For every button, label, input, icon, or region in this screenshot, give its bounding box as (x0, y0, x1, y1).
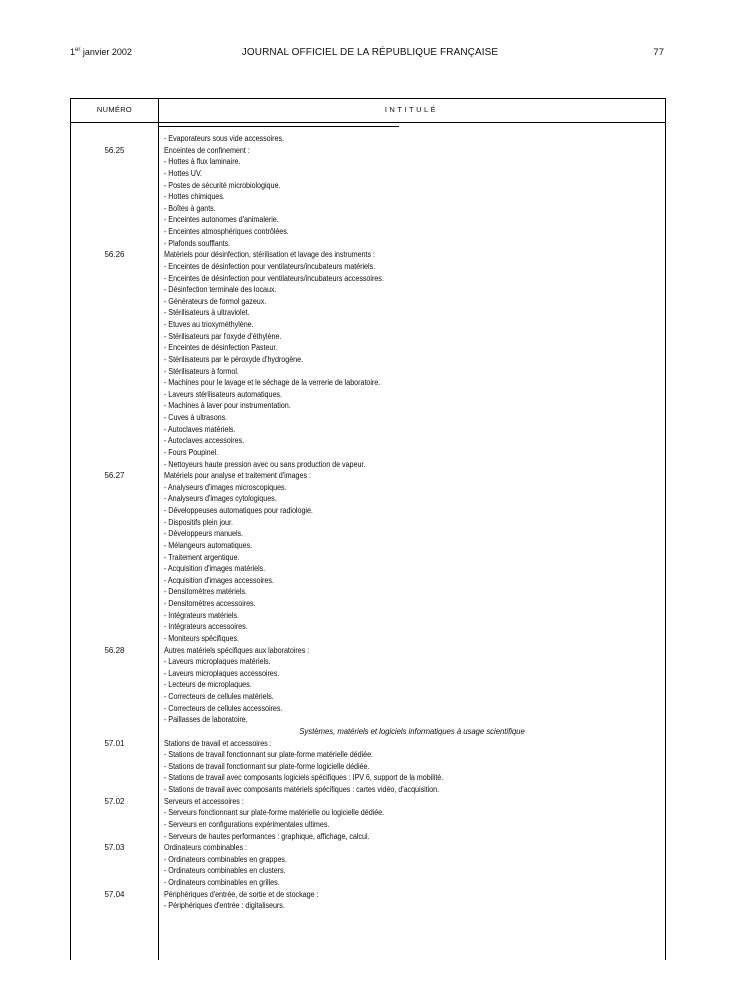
row-text: - Stations de travail avec composants logiciels spécifiques : IPV 6, support de la mobilité. (164, 773, 444, 783)
row-text: - Autoclaves accessoires. (164, 436, 245, 446)
row-text: - Fours Poupinel. (164, 447, 219, 457)
row-text: - Stations de travail avec composants matériels spécifiques : cartes vidéo, d'acquisition. (164, 785, 440, 794)
row-text: - Mélangeurs automatiques. (164, 540, 253, 550)
table-row (71, 331, 665, 343)
table-row (71, 738, 665, 750)
table-row (71, 528, 665, 540)
column-header-intitule: INTITULÉ (384, 105, 439, 114)
row-text: - Intégrateurs matériels. (164, 610, 239, 620)
table-row (71, 156, 665, 168)
table-row (71, 412, 665, 424)
row-text: - Enceintes atmosphériques contrôlées. (164, 227, 289, 236)
table-row (71, 714, 665, 726)
journal-title: JOURNAL OFFICIEL DE LA RÉPUBLIQUE FRANÇAISE (241, 47, 499, 58)
row-text: - Ordinateurs combinables en clusters. (164, 866, 286, 876)
row-number: 56.28 (104, 645, 125, 655)
table-row (71, 656, 665, 668)
table-body (71, 133, 665, 912)
table-row (71, 482, 665, 494)
row-text: - Hottes UV. (164, 168, 203, 178)
date-day: 1 (70, 47, 76, 57)
row-text: - Acquisition d'images accessoires. (164, 575, 274, 585)
table-row (71, 145, 665, 157)
row-text: Stations de travail et accessoires : (164, 738, 272, 748)
table-row (71, 191, 665, 203)
row-text: - Boîtes à gants. (164, 203, 216, 213)
row-text: - Plafonds soufflants. (164, 238, 231, 248)
table-row (71, 377, 665, 389)
table-row (71, 645, 665, 657)
table-row (71, 865, 665, 877)
row-text: - Traitement argentique. (164, 552, 240, 562)
table-row (71, 784, 665, 796)
row-text: - Hottes chimiques. (164, 192, 225, 202)
row-text: - Développeurs manuels. (164, 529, 244, 539)
section-heading-row (71, 726, 665, 738)
row-text: - Serveurs fonctionnant sur plate-forme matérielle ou logicielle dédiée. (164, 808, 385, 818)
table-row (71, 819, 665, 831)
row-text: - Désinfection terminale des locaux. (164, 285, 277, 295)
table-row (71, 679, 665, 691)
table-row (71, 598, 665, 610)
column-header-numero: NUMÉRO (96, 105, 133, 114)
row-text: - Autoclaves matériels. (164, 424, 236, 434)
row-text: Autres matériels spécifiques aux laboratoires : (164, 645, 310, 655)
table-row (71, 459, 665, 471)
row-text: - Dispositifs plein jour. (164, 517, 233, 527)
table-row (71, 831, 665, 843)
table-row (71, 575, 665, 587)
table-row (71, 389, 665, 401)
row-text: - Stérilisateurs à ultraviolet. (164, 308, 250, 318)
row-text: - Enceintes de désinfection pour ventilateurs/incubateurs accessoires. (164, 273, 384, 283)
table-row (71, 226, 665, 238)
row-number: 56.26 (104, 250, 125, 260)
page-header (70, 47, 670, 61)
table-row (71, 877, 665, 889)
table-row (71, 180, 665, 192)
table-row (71, 703, 665, 715)
row-text: - Analyseurs d'images microscopiques. (164, 482, 287, 492)
row-text: - Analyseurs d'images cytologiques. (164, 494, 277, 504)
table-row (71, 133, 665, 145)
row-text: - Densitomètres matériels. (164, 587, 247, 597)
table-row (71, 307, 665, 319)
table-row (71, 470, 665, 482)
table-row (71, 517, 665, 529)
row-text: Serveurs et accessoires : (164, 796, 244, 806)
row-text: - Stations de travail fonctionnant sur plate-forme logicielle dédiée. (164, 761, 370, 771)
table-row (71, 563, 665, 575)
date-month-year: janvier 2002 (82, 47, 132, 57)
page-number: 77 (653, 47, 664, 58)
row-number: 56.27 (104, 471, 125, 481)
table-row (71, 261, 665, 273)
table-row (71, 366, 665, 378)
table-row (71, 284, 665, 296)
table-row (71, 447, 665, 459)
row-text: - Laveurs microplaques matériels. (164, 657, 271, 667)
row-text: - Laveurs microplaques accessoires. (164, 668, 280, 678)
row-text: - Enceintes de désinfection Pasteur. (164, 343, 278, 353)
row-text: - Stations de travail fonctionnant sur plate-forme matérielle dédiée. (164, 750, 374, 760)
row-text: - Densitomètres accessoires. (164, 599, 256, 608)
table-row (71, 493, 665, 505)
row-text: - Intégrateurs accessoires. (164, 622, 248, 632)
table-row (71, 668, 665, 680)
table-row (71, 505, 665, 517)
table-row (71, 854, 665, 866)
table-row (71, 249, 665, 261)
row-text: Ordinateurs combinables : (164, 843, 247, 853)
table-row (71, 238, 665, 250)
table-row (71, 400, 665, 412)
date-superscript: er (75, 47, 81, 53)
row-text: - Machines pour le lavage et le séchage de la verrerie de laboratoire. (164, 378, 381, 388)
row-text: - Générateurs de formol gazeux. (164, 296, 267, 306)
header-underline (159, 126, 399, 127)
row-text: - Moniteurs spécifiques. (164, 633, 239, 643)
table-row (71, 796, 665, 808)
row-text: - Acquisition d'images matériels. (164, 564, 266, 574)
row-text: - Développeuses automatiques pour radiologie. (164, 506, 313, 515)
row-text: - Laveurs stérilisateurs automatiques. (164, 389, 282, 399)
table-row (71, 691, 665, 703)
row-text: - Enceintes de désinfection pour ventilateurs/incubateurs matériels. (164, 261, 376, 271)
table-header (71, 99, 665, 123)
table-row (71, 296, 665, 308)
table-row (71, 354, 665, 366)
row-text: - Correcteurs de cellules matériels. (164, 692, 274, 701)
row-text: - Paillasses de laboratoire. (164, 715, 248, 725)
section-title: Systèmes, matériels et logiciels informatiques à usage scientifique (299, 726, 525, 736)
row-text: - Enceintes autonomes d'animalerie. (164, 215, 279, 225)
table-row (71, 633, 665, 645)
table-row (71, 435, 665, 447)
row-text: - Lecteurs de microplaques. (164, 680, 252, 690)
row-text: - Nettoyeurs haute pression avec ou sans production de vapeur. (164, 459, 366, 469)
table-row (71, 424, 665, 436)
row-text: - Stérilisateurs par le péroxyde d'hydrogène. (164, 354, 304, 364)
row-text: - Stérilisateurs à formol. (164, 366, 239, 376)
row-text: - Ordinateurs combinables en grappes. (164, 854, 287, 864)
row-text: - Postes de sécurité microbiologique. (164, 180, 281, 190)
table-row (71, 807, 665, 819)
row-number: 56.25 (104, 145, 125, 155)
table-row (71, 214, 665, 226)
row-text: - Cuves à ultrasons. (164, 413, 228, 422)
row-number: 57.03 (104, 843, 125, 853)
table-row (71, 842, 665, 854)
row-text: - Hottes à flux laminaire. (164, 157, 241, 167)
row-text: - Stérilisateurs par l'oxyde d'éthylène. (164, 331, 282, 341)
row-text: Périphériques d'entrée, de sortie et de stockage : (164, 889, 319, 899)
row-number: 57.01 (104, 738, 125, 748)
table-row (71, 889, 665, 901)
table-row (71, 203, 665, 215)
row-text: Matériels pour désinfection, stérilisation et lavage des instruments : (164, 250, 375, 260)
row-text: - Evaporateurs sous vide accessoires. (164, 134, 284, 143)
row-text: - Etuves au trioxyméthylène. (164, 320, 254, 329)
table-row (71, 540, 665, 552)
table-row (71, 772, 665, 784)
row-number: 57.02 (104, 796, 125, 806)
table-row (71, 273, 665, 285)
table-row (71, 621, 665, 633)
table-row (71, 610, 665, 622)
row-text: - Serveurs en configurations expérimentales ultimes. (164, 819, 330, 829)
row-text: - Machines à laver pour instrumentation. (164, 401, 291, 411)
table-row (71, 342, 665, 354)
row-text: - Correcteurs de cellules accessoires. (164, 703, 283, 713)
row-text: - Ordinateurs combinables en grilles. (164, 878, 280, 887)
table-row (71, 552, 665, 564)
table-row (71, 900, 665, 912)
table-row (71, 319, 665, 331)
table-row (71, 168, 665, 180)
row-number: 57.04 (104, 889, 125, 899)
row-text: - Serveurs de hautes performances : graphique, affichage, calcul. (164, 831, 370, 841)
table-row (71, 761, 665, 773)
table-row (71, 749, 665, 761)
table-row (71, 586, 665, 598)
nomenclature-table (70, 98, 666, 960)
row-text: - Périphériques d'entrée : digitaliseurs. (164, 901, 285, 911)
row-text: Enceintes de confinement : (164, 145, 250, 155)
row-text: Matériels pour analyse et traitement d'images : (164, 471, 311, 481)
